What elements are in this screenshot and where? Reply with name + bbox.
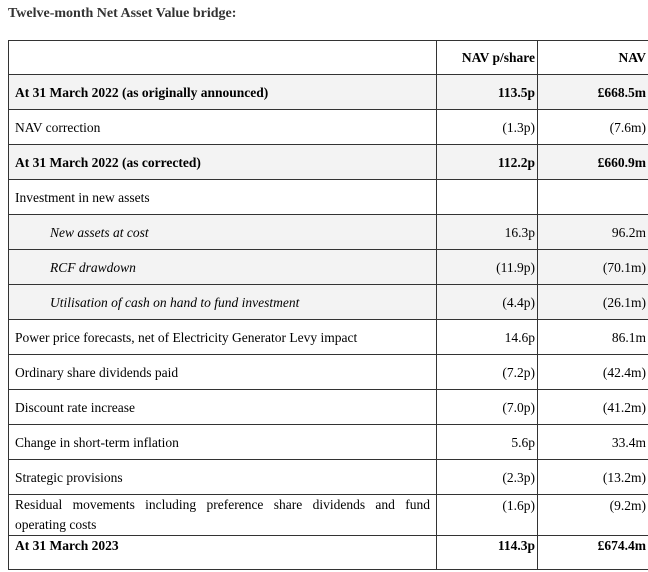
header-nav-per-share: NAV p/share	[437, 41, 538, 75]
table-row	[9, 425, 648, 460]
row-per-share: (1.3p)	[437, 110, 538, 145]
table-row	[9, 250, 648, 285]
header-nav: NAV	[538, 41, 648, 75]
row-nav: (9.2m)	[538, 495, 648, 536]
row-per-share: (11.9p)	[437, 250, 538, 285]
table-heading: Twelve-month Net Asset Value bridge:	[8, 6, 237, 21]
row-per-share: (1.6p)	[437, 495, 538, 536]
row-nav: (7.6m)	[538, 110, 648, 145]
row-label: Power price forecasts, net of Electricity Generator Levy impact	[9, 320, 437, 355]
row-per-share: 112.2p	[437, 145, 538, 180]
row-per-share: 113.5p	[437, 75, 538, 110]
table-row	[9, 285, 648, 320]
row-label: At 31 March 2023	[9, 536, 437, 570]
row-label: Ordinary share dividends paid	[9, 355, 437, 390]
table-row	[9, 460, 648, 495]
row-nav: £660.9m	[538, 145, 648, 180]
row-label: New assets at cost	[9, 215, 437, 250]
row-nav: 96.2m	[538, 215, 648, 250]
row-per-share: (2.3p)	[437, 460, 538, 495]
row-nav: (26.1m)	[538, 285, 648, 320]
row-nav: (70.1m)	[538, 250, 648, 285]
table-row	[9, 75, 648, 110]
table-row	[9, 355, 648, 390]
row-nav	[538, 180, 648, 215]
row-nav: 86.1m	[538, 320, 648, 355]
row-label: Utilisation of cash on hand to fund investment	[9, 285, 437, 320]
table-row	[9, 145, 648, 180]
row-label: Discount rate increase	[9, 390, 437, 425]
row-label: RCF drawdown	[9, 250, 437, 285]
table-row	[9, 536, 648, 570]
row-per-share: 114.3p	[437, 536, 538, 570]
table-row	[9, 110, 648, 145]
row-per-share: 16.3p	[437, 215, 538, 250]
row-nav: 33.4m	[538, 425, 648, 460]
row-nav: (42.4m)	[538, 355, 648, 390]
row-label: Investment in new assets	[9, 180, 437, 215]
row-per-share: (7.2p)	[437, 355, 538, 390]
header-label-cell	[9, 41, 437, 75]
row-nav: £674.4m	[538, 536, 648, 570]
row-nav: (13.2m)	[538, 460, 648, 495]
row-nav: (41.2m)	[538, 390, 648, 425]
row-label: Strategic provisions	[9, 460, 437, 495]
row-label: At 31 March 2022 (as corrected)	[9, 145, 437, 180]
row-per-share: 14.6p	[437, 320, 538, 355]
row-per-share: 5.6p	[437, 425, 538, 460]
row-label: Change in short-term inflation	[9, 425, 437, 460]
row-label: At 31 March 2022 (as originally announced)	[9, 75, 437, 110]
table-row	[9, 390, 648, 425]
nav-bridge-table	[8, 40, 648, 570]
table-row	[9, 320, 648, 355]
row-per-share: (4.4p)	[437, 285, 538, 320]
table-row	[9, 180, 648, 215]
row-per-share	[437, 180, 538, 215]
table-row	[9, 215, 648, 250]
row-per-share: (7.0p)	[437, 390, 538, 425]
table-header-row	[9, 41, 648, 75]
table-row	[9, 495, 648, 536]
row-label: NAV correction	[9, 110, 437, 145]
row-label: Residual movements including preference share dividends and fund operating costs	[9, 495, 437, 536]
row-nav: £668.5m	[538, 75, 648, 110]
